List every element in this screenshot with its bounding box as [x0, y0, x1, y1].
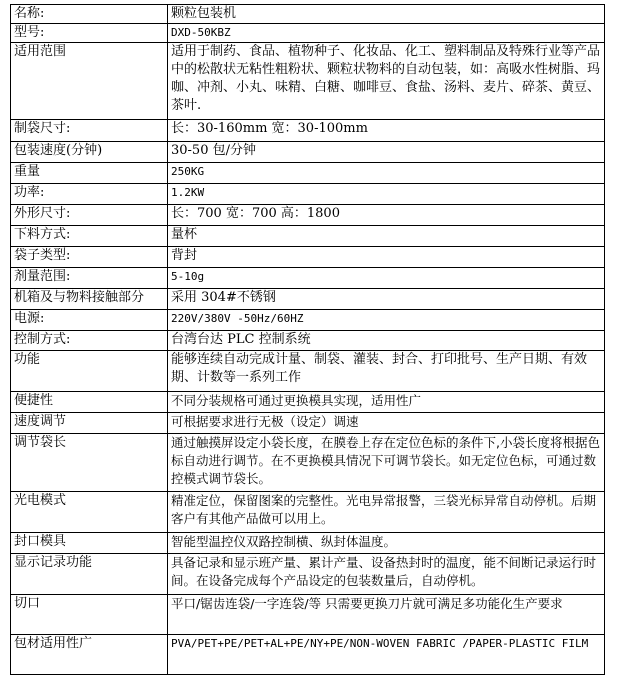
table-row — [11, 492, 605, 533]
table-row — [11, 24, 605, 43]
table-row — [11, 163, 605, 184]
row-value-dimensions: 长：700 宽：700 高：1800 — [168, 205, 605, 226]
row-label-feeding: 下料方式: — [11, 226, 168, 247]
table-row — [11, 205, 605, 226]
spec-sheet — [10, 4, 604, 675]
table-row — [11, 635, 605, 675]
row-value-speed-adjust: 可根据要求进行无极（设定）调速 — [168, 413, 605, 434]
row-value-model: DXD-50KBZ — [168, 24, 605, 43]
row-label-power: 功率: — [11, 184, 168, 205]
row-label-speed-adjust: 速度调节 — [11, 413, 168, 434]
table-row — [11, 331, 605, 351]
table-row — [11, 120, 605, 142]
row-label-control: 控制方式: — [11, 331, 168, 351]
row-label-material: 机箱及与物料接触部分 — [11, 289, 168, 310]
table-row — [11, 247, 605, 268]
row-value-material: 采用 304#不锈钢 — [168, 289, 605, 310]
row-value-name: 颗粒包装机 — [168, 5, 605, 24]
row-label-bag-type: 袋子类型: — [11, 247, 168, 268]
table-row — [11, 434, 605, 492]
table-row — [11, 392, 605, 413]
row-label-model: 型号: — [11, 24, 168, 43]
spec-table — [10, 4, 605, 675]
row-value-display-record: 具备记录和显示班产量、累计产量、设备热封时的温度，能不间断记录运行时间。在设备完成每个产品设定的包装数量后，自动停机。 — [168, 554, 605, 595]
row-label-cut: 切口 — [11, 595, 168, 635]
table-row — [11, 351, 605, 392]
row-value-feeding: 量杯 — [168, 226, 605, 247]
row-label-dimensions: 外形尺寸: — [11, 205, 168, 226]
row-value-weight: 250KG — [168, 163, 605, 184]
table-row — [11, 289, 605, 310]
row-value-packaging-materials: PVA/PET+PE/PET+AL+PE/NY+PE/NON-WOVEN FABRIC /PAPER-PLASTIC FILM — [168, 635, 605, 675]
row-label-sealing: 封口模具 — [11, 533, 168, 554]
row-value-power: 1.2KW — [168, 184, 605, 205]
row-value-control: 台湾台达 PLC 控制系统 — [168, 331, 605, 351]
row-value-convenience: 不同分装规格可通过更换模具实现，适用性广 — [168, 392, 605, 413]
row-value-speed: 30-50 包/分钟 — [168, 142, 605, 163]
row-value-cut: 平口/锯齿连袋/一字连袋/等 只需要更换刀片就可满足多功能化生产要求 — [168, 595, 605, 635]
table-row — [11, 554, 605, 595]
row-label-scope: 适用范围 — [11, 43, 168, 120]
row-label-speed: 包装速度(分钟) — [11, 142, 168, 163]
row-label-photoelectric: 光电模式 — [11, 492, 168, 533]
row-value-bag-type: 背封 — [168, 247, 605, 268]
table-row — [11, 595, 605, 635]
row-value-sealing: 智能型温控仪双路控制横、纵封体温度。 — [168, 533, 605, 554]
row-value-bag-size: 长：30-160mm 宽：30-100mm — [168, 120, 605, 142]
table-row — [11, 184, 605, 205]
row-value-bag-length: 通过触摸屏设定小袋长度，在膜卷上存在定位色标的条件下,小袋长度将根据色标自动进行调节。在不更换模具情况下可调节袋长。如无定位色标，可通过数控模式调节袋长。 — [168, 434, 605, 492]
row-label-function: 功能 — [11, 351, 168, 392]
table-row — [11, 43, 605, 120]
row-label-convenience: 便捷性 — [11, 392, 168, 413]
row-label-weight: 重量 — [11, 163, 168, 184]
row-label-bag-size: 制袋尺寸: — [11, 120, 168, 142]
row-label-display-record: 显示记录功能 — [11, 554, 168, 595]
row-value-photoelectric: 精准定位，保留图案的完整性。光电异常报警，三袋光标异常自动停机。后期客户有其他产品做可以用上。 — [168, 492, 605, 533]
table-row — [11, 533, 605, 554]
row-label-dosage: 剂量范围: — [11, 268, 168, 289]
table-row — [11, 5, 605, 24]
row-label-bag-length: 调节袋长 — [11, 434, 168, 492]
row-value-scope: 适用于制药、食品、植物种子、化妆品、化工、塑料制品及特殊行业等产品中的松散状无粘性粗粉状、颗粒状物料的自动包装，如：高吸水性树脂、玛咖、冲剂、小丸、味精、白糖、咖啡豆、食盐、汤料、麦片、碎茶、黄豆、茶叶. — [168, 43, 605, 120]
row-label-packaging-materials: 包材适用性广 — [11, 635, 168, 675]
row-value-function: 能够连续自动完成计量、制袋、灌装、封合、打印批号、生产日期、有效期、计数等一系列工作 — [168, 351, 605, 392]
row-value-power-supply: 220V/380V -50Hz/60HZ — [168, 310, 605, 331]
row-label-power-supply: 电源: — [11, 310, 168, 331]
row-label-name: 名称: — [11, 5, 168, 24]
table-row — [11, 142, 605, 163]
table-row — [11, 226, 605, 247]
table-row — [11, 310, 605, 331]
table-row — [11, 268, 605, 289]
table-row — [11, 413, 605, 434]
row-value-dosage: 5-10g — [168, 268, 605, 289]
